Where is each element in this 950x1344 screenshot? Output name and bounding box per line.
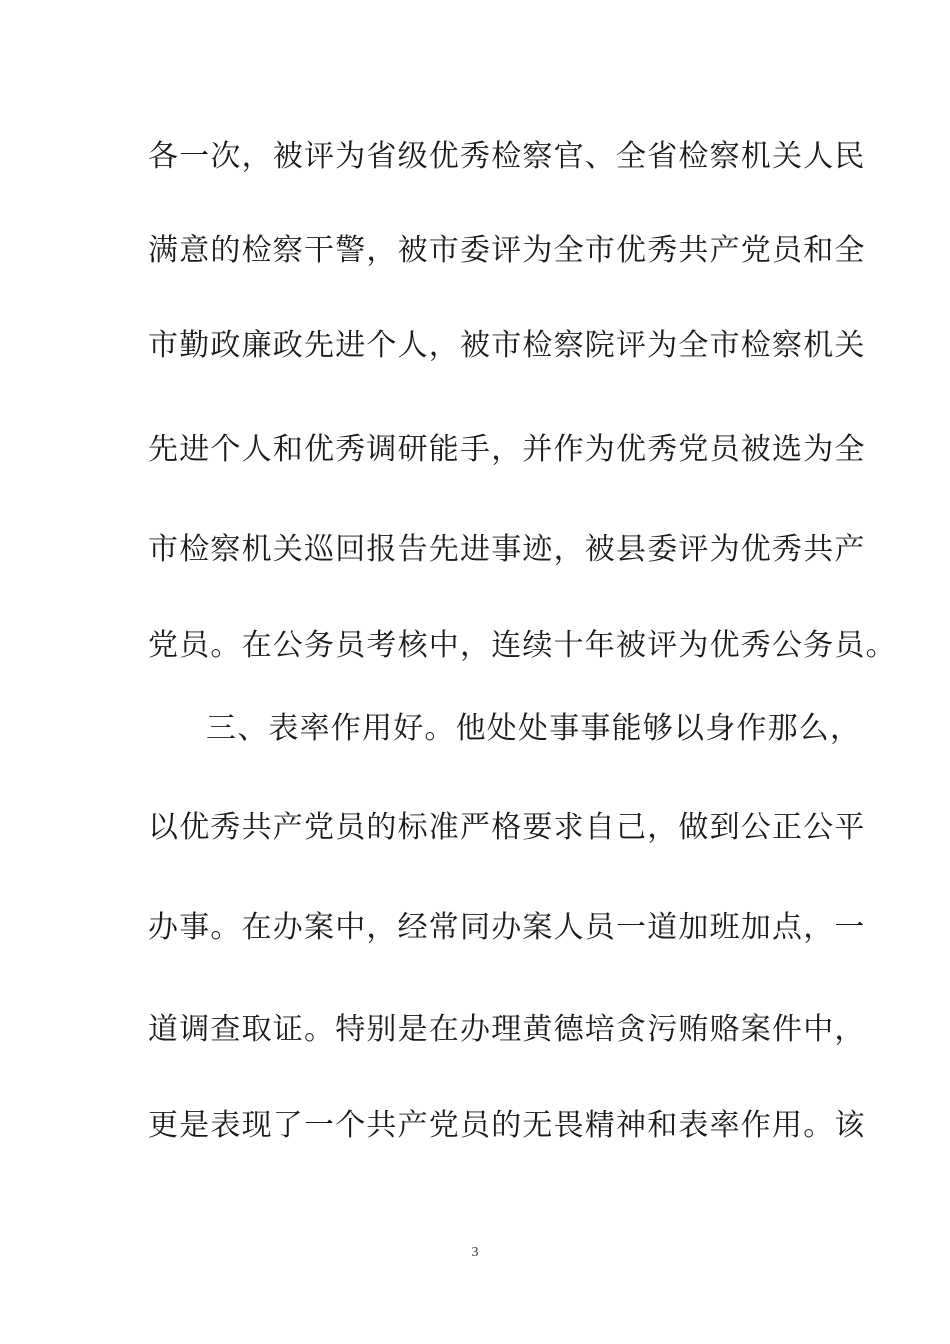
text-line: 各一次，被评为省级优秀检察官、全省检察机关人民	[148, 139, 866, 174]
page-number: 3	[471, 1245, 479, 1260]
text-line: 市检察机关巡回报告先进事迹，被县委评为优秀共产	[148, 532, 866, 567]
text-line: 更是表现了一个共产党员的无畏精神和表率作用。该	[148, 1108, 866, 1143]
text-line: 以优秀共产党员的标准严格要求自己，做到公正公平	[148, 810, 866, 845]
text-line: 满意的检察干警，被市委评为全市优秀共产党员和全	[148, 233, 866, 268]
text-line: 市勤政廉政先进个人，被市检察院评为全市检察机关	[148, 328, 866, 363]
paragraph-heading-line: 三、表率作用好。他处处事事能够以身作那么，	[206, 711, 862, 746]
text-line: 先进个人和优秀调研能手，并作为优秀党员被选为全	[148, 432, 866, 467]
text-line: 道调查取证。特别是在办理黄德培贪污贿赂案件中，	[148, 1012, 866, 1047]
text-line: 党员。在公务员考核中，连续十年被评为优秀公务员。	[148, 628, 897, 663]
text-line: 办事。在办案中，经常同办案人员一道加班加点，一	[148, 910, 866, 945]
